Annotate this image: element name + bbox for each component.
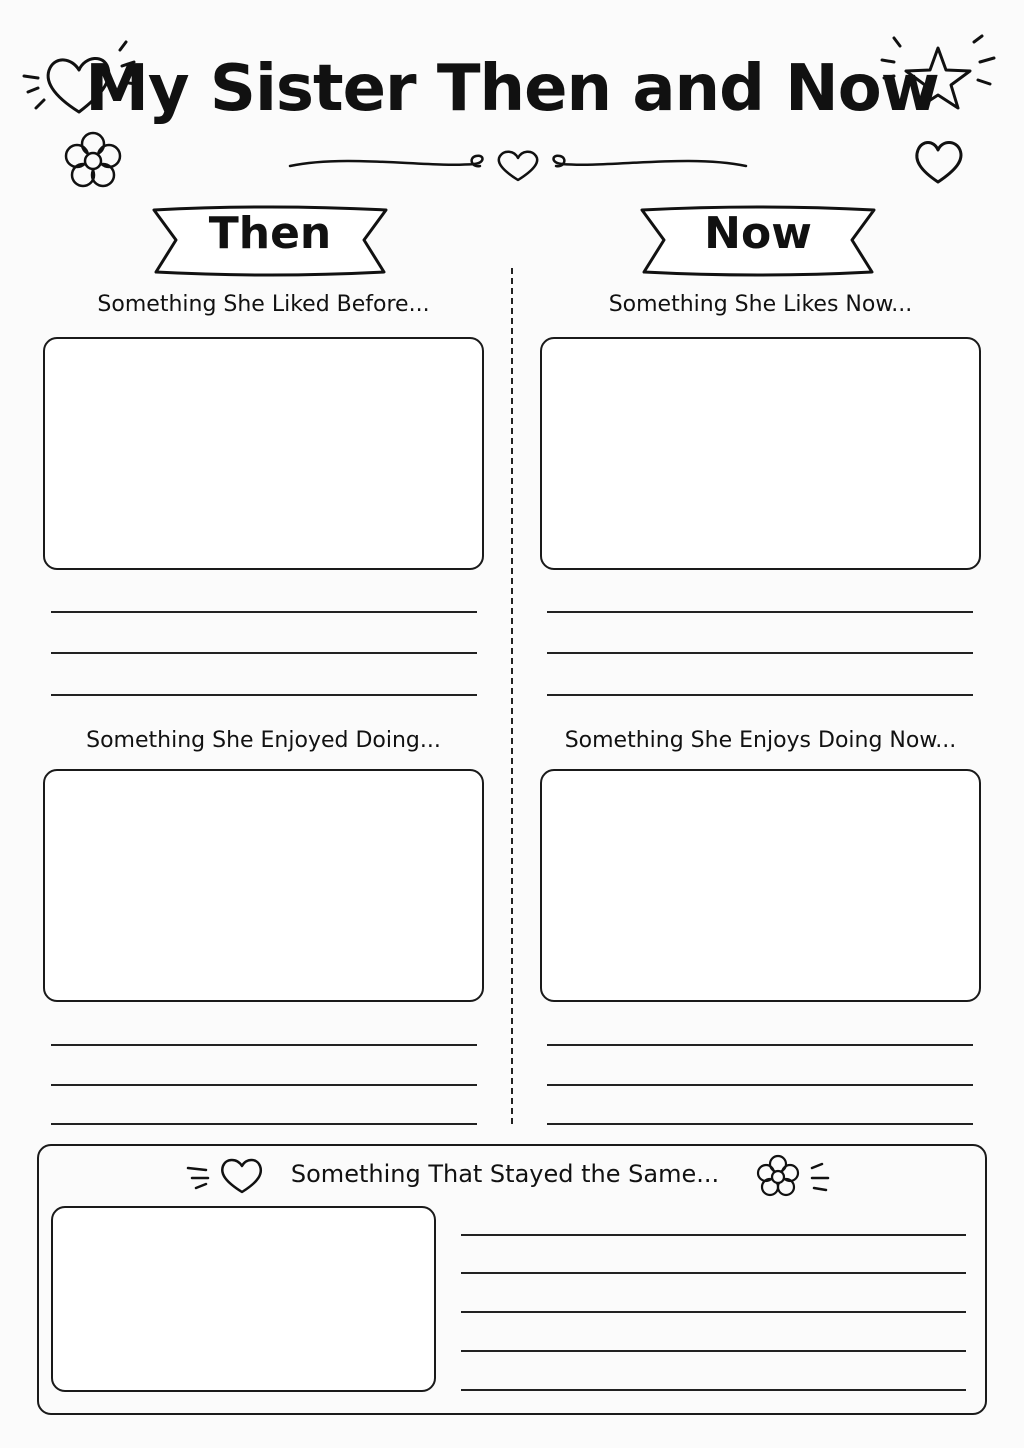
then-prompt-liked: Something She Liked Before...: [97, 292, 430, 317]
writing-line[interactable]: [547, 652, 973, 654]
writing-line[interactable]: [51, 1084, 477, 1086]
writing-line[interactable]: [51, 1123, 477, 1125]
writing-line[interactable]: [51, 694, 477, 696]
now-likes-drawing-box[interactable]: [540, 337, 981, 570]
heart-icon: [910, 134, 966, 186]
writing-line[interactable]: [51, 611, 477, 613]
column-divider: [511, 268, 513, 1124]
writing-line[interactable]: [461, 1272, 966, 1274]
writing-line[interactable]: [547, 1044, 973, 1046]
swirl-divider-icon: [288, 146, 748, 186]
writing-line[interactable]: [51, 1044, 477, 1046]
writing-line[interactable]: [51, 652, 477, 654]
now-prompt-likes: Something She Likes Now...: [608, 292, 913, 317]
writing-line[interactable]: [461, 1350, 966, 1352]
writing-line[interactable]: [547, 1084, 973, 1086]
writing-line[interactable]: [547, 611, 973, 613]
writing-line[interactable]: [547, 694, 973, 696]
stayed-same-prompt: Something That Stayed the Same...: [290, 1160, 720, 1188]
then-banner-label: Then: [208, 208, 332, 259]
now-enjoys-drawing-box[interactable]: [540, 769, 981, 1002]
flower-icon: [754, 1154, 834, 1200]
now-banner-label: Now: [704, 208, 812, 259]
now-prompt-enjoys: Something She Enjoys Doing Now...: [564, 728, 957, 753]
then-liked-drawing-box[interactable]: [43, 337, 484, 570]
then-enjoyed-drawing-box[interactable]: [43, 769, 484, 1002]
page-title: My Sister Then and Now: [85, 52, 939, 126]
writing-line[interactable]: [461, 1311, 966, 1313]
then-prompt-enjoyed: Something She Enjoyed Doing...: [86, 728, 441, 753]
writing-line[interactable]: [461, 1234, 966, 1236]
stayed-same-drawing-box[interactable]: [51, 1206, 436, 1392]
flower-icon: [62, 130, 124, 192]
writing-line[interactable]: [461, 1389, 966, 1391]
writing-line[interactable]: [547, 1123, 973, 1125]
heart-icon: [186, 1154, 266, 1196]
